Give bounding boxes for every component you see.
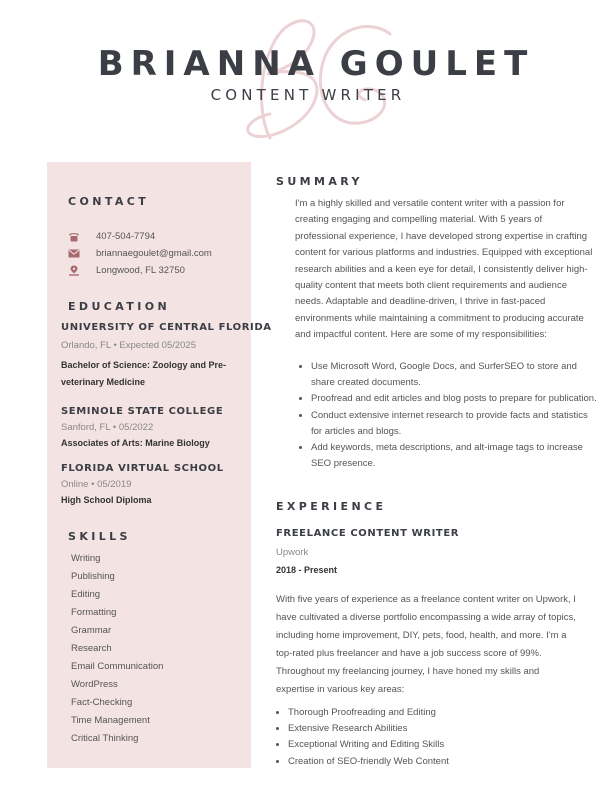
list-item: • Thorough Proofreading and Editing bbox=[288, 705, 588, 721]
education-degree: Bachelor of Science: Zoology and Pre-veterinary Medicine bbox=[61, 360, 227, 387]
skill-item: Critical Thinking bbox=[71, 733, 139, 744]
skill-item: Fact-Checking bbox=[71, 697, 133, 708]
education-location: Orlando, FL • Expected 05/2025 bbox=[61, 340, 197, 351]
education-school: UNIVERSITY OF CENTRAL FLORIDA bbox=[61, 322, 272, 333]
job-company: Upwork bbox=[276, 547, 309, 558]
resume-name: BRIANNA GOULET bbox=[97, 44, 535, 84]
job-dates: 2018 - Present bbox=[276, 565, 338, 575]
skill-item: WordPress bbox=[71, 679, 118, 690]
education-heading: EDUCATION bbox=[68, 300, 171, 313]
location-pin-icon bbox=[68, 265, 80, 276]
skills-list bbox=[71, 551, 163, 749]
skill-item: Email Communication bbox=[71, 661, 164, 672]
summary-heading: SUMMARY bbox=[276, 175, 363, 188]
location-text: Longwood, FL 32750 bbox=[96, 264, 185, 276]
envelope-icon bbox=[68, 248, 80, 259]
experience-heading: EXPERIENCE bbox=[276, 500, 387, 513]
skill-item: Research bbox=[71, 643, 112, 654]
responsibilities-list bbox=[296, 359, 601, 472]
education-school: FLORIDA VIRTUAL SCHOOL bbox=[61, 463, 224, 474]
education-school: SEMINOLE STATE COLLEGE bbox=[61, 406, 224, 417]
list-item: • Extensive Research Abilities bbox=[288, 721, 588, 737]
skill-item: Formatting bbox=[71, 607, 117, 618]
list-item: • Creation of SEO-friendly Web Content bbox=[288, 754, 588, 770]
education-location: Online • 05/2019 bbox=[61, 479, 132, 490]
contact-phone bbox=[68, 229, 155, 243]
skills-heading: SKILLS bbox=[68, 530, 131, 543]
skill-item: Writing bbox=[71, 553, 101, 564]
skill-item: Grammar bbox=[71, 625, 112, 636]
list-item: • Add keywords, meta descriptions, and alt-image tags to increase SEO presence. bbox=[311, 440, 601, 472]
resume-job-title: CONTENT WRITER bbox=[210, 86, 406, 104]
contact-heading: CONTACT bbox=[68, 195, 150, 208]
email-text[interactable]: briannaegoulet@gmail.com bbox=[96, 247, 212, 259]
skill-item: Editing bbox=[71, 589, 101, 600]
list-item: • Proofread and edit articles and blog posts to prepare for publication. bbox=[311, 391, 601, 407]
job-skills-list bbox=[276, 705, 588, 770]
skill-item: Time Management bbox=[71, 715, 150, 726]
summary-text: I'm a highly skilled and versatile content writer with a passion for creating engaging and compelling material. With 5 years of professional experience, I have developed strong expertise in crafting content for various platforms and industries. Equipped with exceptional research abilities and a keen eye for detail, I consistently deliver high-quality content that meets both client requirements and audience needs. Adaptable and deadline-driven, I thrive in fast-paced environments while maintaining a commitment to producing accurate and impactful content. Here are some of my responsibilities: bbox=[295, 198, 593, 341]
list-item: • Exceptional Writing and Editing Skills bbox=[288, 737, 588, 753]
skill-item: Publishing bbox=[71, 571, 115, 582]
job-description: With five years of experience as a freelance content writer on Upwork, I have cultivated a diverse portfolio encompassing a wide array of topics, including home improvement, DIY, pets, food, health, and more. I'm a top-rated plus freelancer and have a job success score of 99%. Throughout my freelancing journey, I have honed my skills and expertise in various key areas: bbox=[276, 594, 576, 695]
list-item: • Use Microsoft Word, Google Docs, and SurferSEO to store and share created documents. bbox=[311, 359, 601, 391]
contact-email bbox=[68, 246, 212, 260]
education-location: Sanford, FL • 05/2022 bbox=[61, 422, 154, 433]
job-title: FREELANCE CONTENT WRITER bbox=[276, 528, 460, 539]
phone-icon bbox=[68, 231, 80, 242]
phone-text[interactable]: 407-504-7794 bbox=[96, 230, 156, 242]
contact-location bbox=[68, 263, 185, 277]
education-degree: High School Diploma bbox=[61, 495, 152, 505]
list-item: • Conduct extensive internet research to provide facts and statistics for articles and blogs. bbox=[311, 408, 601, 440]
education-degree: Associates of Arts: Marine Biology bbox=[61, 438, 210, 448]
